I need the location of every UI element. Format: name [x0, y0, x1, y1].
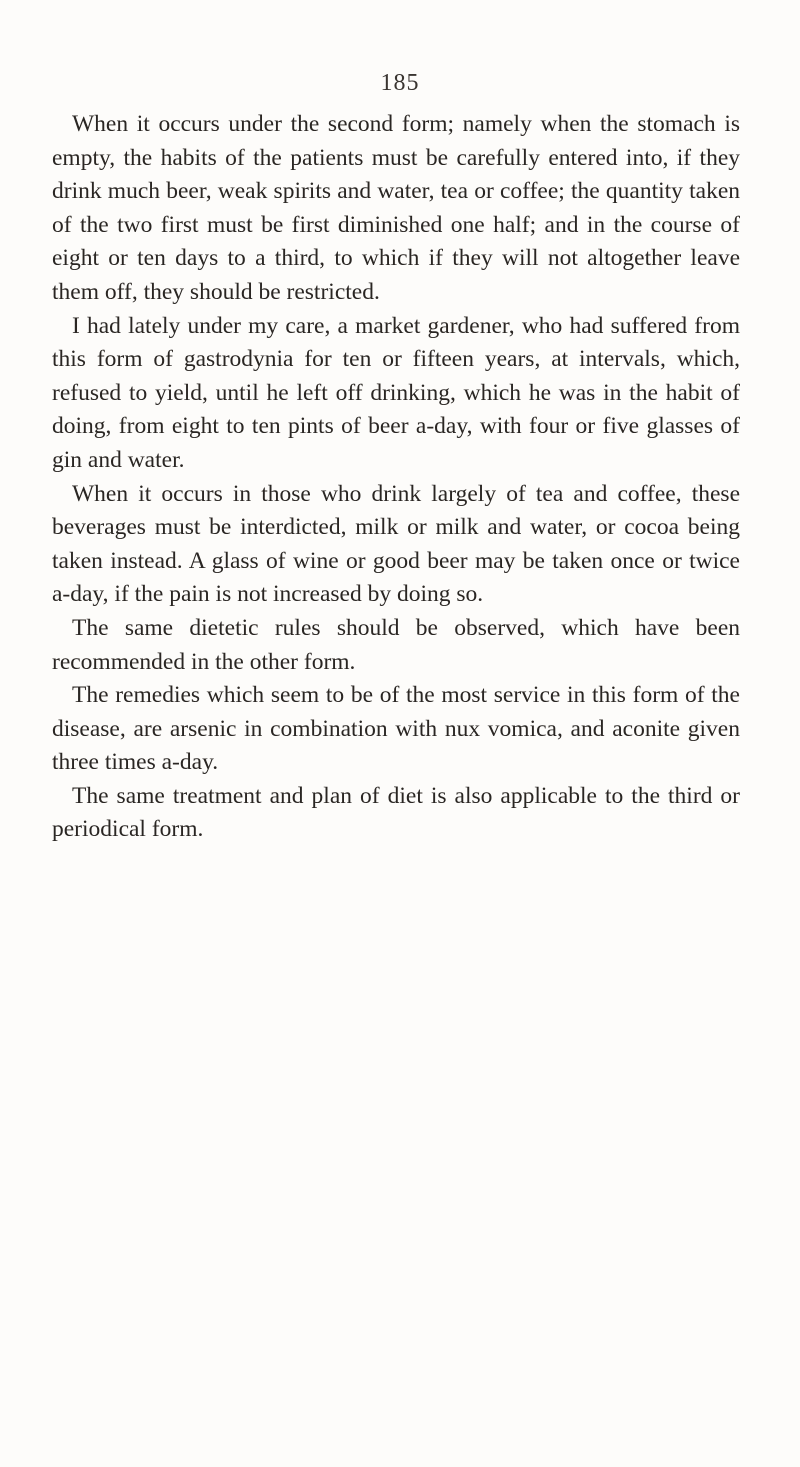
page-number: 185: [380, 70, 420, 96]
paragraph-tea-coffee: When it occurs in those who drink largely of tea and coffee, these beverages must be interdicted, milk or milk and water, or cocoa being taken instead. A glass of wine or good beer may be taken once or twice a-day, if the pain is not increased by doing so.: [52, 480, 740, 608]
body-text: [52, 108, 740, 847]
paragraph-periodical-form: The same treatment and plan of diet is also applicable to the third or periodical form.: [52, 782, 740, 843]
paragraph-market-gardener: I had lately under my care, a market gardener, who had suffered from this form of gastrodynia for ten or fifteen years, at intervals, which, refused to yield, until he left off drinking, which he was in the habit of doing, from eight to ten pints of beer a-day, with four or five glasses of gin and water.: [52, 312, 740, 473]
paragraph-remedies: The remedies which seem to be of the most service in this form of the disease, are arsenic in combination with nux vomica, and aconite given three times a-day.: [52, 682, 740, 776]
paragraph-second-form: When it occurs under the second form; namely when the stomach is empty, the habits of the patients must be carefully entered into, if they drink much beer, weak spirits and water, tea or coffee; the quantity taken of the two first must be first diminished one half; and in the course of eight or ten days to a third, to which if they will not altogether leave them off, they should be restricted.: [52, 111, 740, 305]
paragraph-dietetic-rules: The same dietetic rules should be observed, which have been recommended in the other form.: [52, 614, 740, 675]
